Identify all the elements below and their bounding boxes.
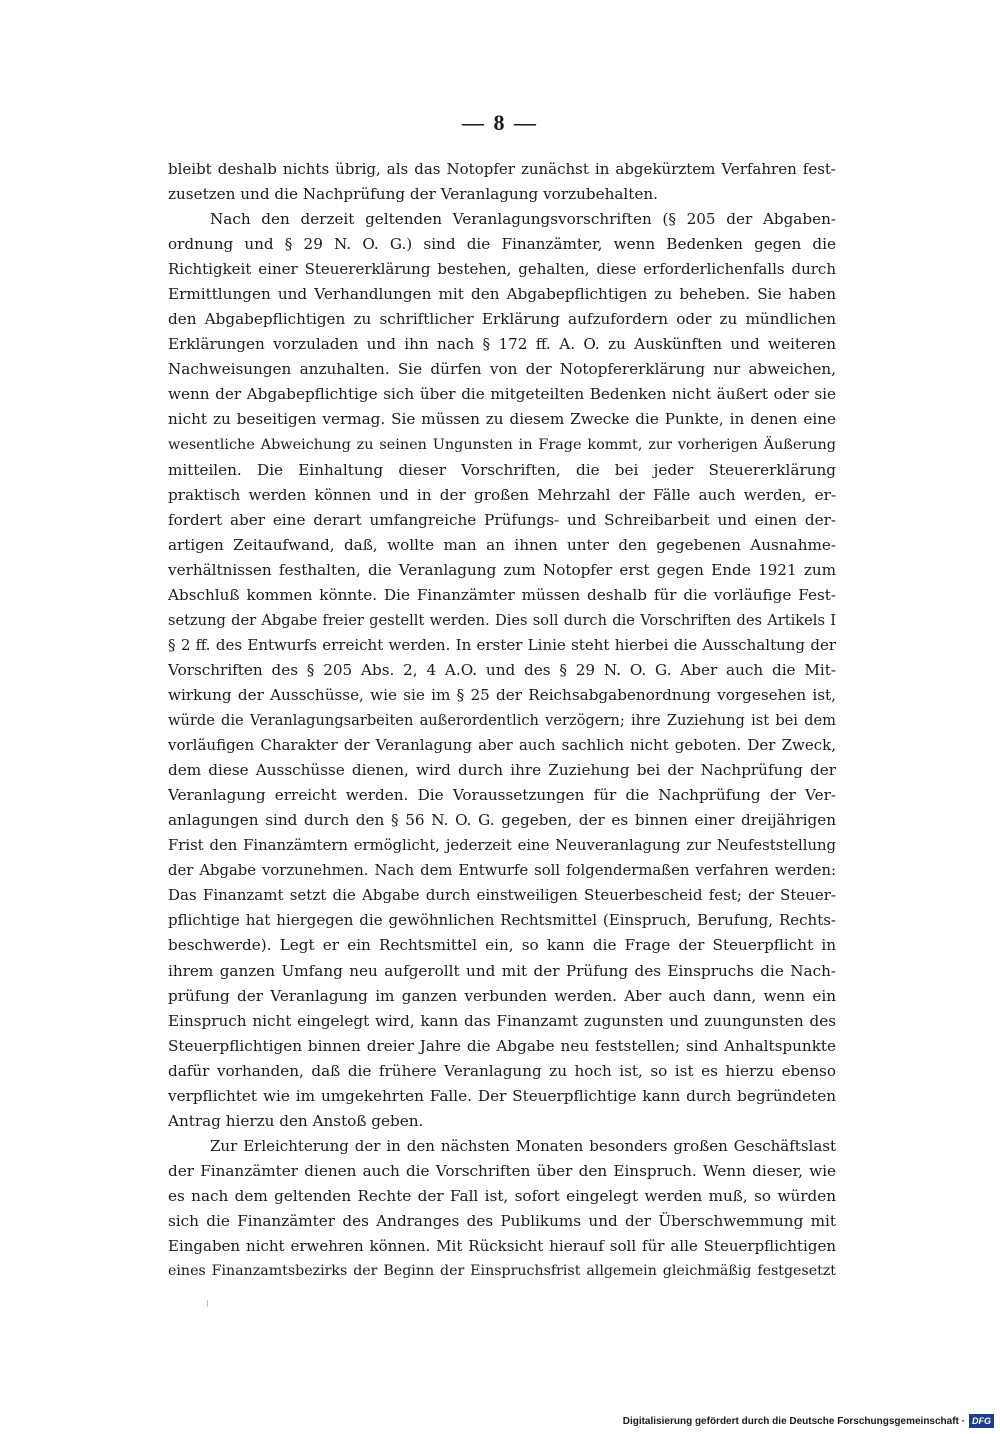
text-line: der Finanzämter dienen auch die Vorschriften über den Einspruch. Wenn dieser, wie — [168, 1161, 836, 1180]
body-text — [168, 157, 836, 1284]
text-line: wesentliche Abweichung zu seinen Ungunsten in Frage kommt, zur vorherigen Äußerung — [168, 436, 836, 453]
text-line: den Abgabepflichtigen zu schriftlicher Erklärung aufzufordern oder zu mündlichen — [168, 310, 836, 329]
text-line: dem diese Ausschüsse dienen, wird durch ihre Zuziehung bei der Nachprüfung der — [168, 761, 836, 780]
text-line: nicht zu beseitigen vermag. Sie müssen zu diesem Zwecke die Punkte, in denen eine — [168, 410, 836, 429]
text-line: Ermittlungen und Verhandlungen mit den Abgabepflichtigen zu beheben. Sie haben — [168, 285, 836, 304]
text-line: Antrag hierzu den Anstoß geben. — [168, 1111, 424, 1130]
text-line: ihrem ganzen Umfang neu aufgerollt und mit der Prüfung des Einspruchs die Nach- — [168, 961, 836, 980]
text-line: Frist den Finanzämtern ermöglicht, jederzeit eine Neuveranlagung zur Neufeststellung — [168, 837, 836, 855]
scan-speck — [207, 1300, 208, 1307]
text-line: fordert aber eine derart umfangreiche Prüfungs- und Schreibarbeit und einen der- — [168, 510, 836, 529]
text-line: dafür vorhanden, daß die frühere Veranlagung zu hoch ist, so ist es hierzu ebenso — [168, 1061, 836, 1080]
text-line: Das Finanzamt setzt die Abgabe durch einstweiligen Steuerbescheid fest; der Steuer- — [168, 886, 836, 905]
dfg-logo: DFG — [969, 1414, 994, 1428]
text-line: zusetzen und die Nachprüfung der Veranlagung vorzubehalten. — [168, 185, 658, 204]
text-line: Vorschriften des § 205 Abs. 2, 4 A.O. und des § 29 N. O. G. Aber auch die Mit- — [168, 660, 836, 679]
text-line: Zur Erleichterung der in den nächsten Monaten besonders großen Geschäftslast — [210, 1136, 836, 1155]
text-line: Erklärungen vorzuladen und ihn nach § 172 ff. A. O. zu Auskünften und weiteren — [168, 335, 836, 354]
text-line: Steuerpflichtigen binnen dreier Jahre die Abgabe neu feststellen; sind Anhaltspunkte — [168, 1036, 836, 1055]
text-line: würde die Veranlagungsarbeiten außerordentlich verzögern; ihre Zuziehung ist bei dem — [168, 712, 836, 730]
text-line: anlagungen sind durch den § 56 N. O. G. gegeben, der es binnen einer dreijährigen — [168, 811, 836, 830]
text-line: der Abgabe vorzunehmen. Nach dem Entwurfe soll folgendermaßen verfahren werden: — [168, 862, 836, 880]
text-line: § 2 ff. des Entwurfs erreicht werden. In erster Linie steht hierbei die Ausschaltung der — [168, 635, 836, 654]
text-line: Nachweisungen anzuhalten. Sie dürfen von der Notopfererklärung nur abweichen, — [168, 360, 836, 379]
text-line: Richtigkeit einer Steuererklärung bestehen, gehalten, diese erforderlichenfalls durch — [168, 260, 836, 279]
text-line: Veranlagung erreicht werden. Die Voraussetzungen für die Nachprüfung der Ver- — [168, 786, 836, 805]
text-line: wirkung der Ausschüsse, wie sie im § 25 der Reichsabgabenordnung vorgesehen ist, — [168, 685, 836, 704]
text-line: prüfung der Veranlagung im ganzen verbunden werden. Aber auch dann, wenn ein — [168, 986, 836, 1005]
digitization-footer — [623, 1413, 994, 1429]
text-line: sich die Finanzämter des Andranges des Publikums und der Überschwemmung mit — [168, 1211, 836, 1230]
text-line: eines Finanzamtsbezirks der Beginn der Einspruchsfrist allgemein gleichmäßig festgesetzt — [168, 1263, 836, 1280]
text-line: wenn der Abgabepflichtige sich über die mitgeteilten Bedenken nicht äußert oder sie — [168, 385, 836, 404]
text-line: mitteilen. Die Einhaltung dieser Vorschriften, die bei jeder Steuererklärung — [168, 460, 836, 479]
text-line: Eingaben nicht erwehren können. Mit Rücksicht hierauf soll für alle Steuerpflichtigen — [168, 1237, 836, 1256]
text-line: bleibt deshalb nichts übrig, als das Notopfer zunächst in abgekürztem Verfahren fest- — [168, 160, 836, 178]
text-line: setzung der Abgabe freier gestellt werden. Dies soll durch die Vorschriften des Artikels I — [168, 611, 836, 629]
text-line: Abschluß kommen könnte. Die Finanzämter müssen deshalb für die vorläufige Fest- — [168, 585, 836, 604]
text-line: Nach den derzeit geltenden Veranlagungsvorschriften (§ 205 der Abgaben- — [210, 210, 836, 229]
text-line: ordnung und § 29 N. O. G.) sind die Finanzämter, wenn Bedenken gegen die — [168, 235, 836, 254]
text-line: praktisch werden können und in der großen Mehrzahl der Fälle auch werden, er- — [168, 485, 836, 504]
text-line: verhältnissen festhalten, die Veranlagung zum Notopfer erst gegen Ende 1921 zum — [168, 560, 836, 579]
funding-credit: Digitalisierung gefördert durch die Deutsche Forschungsgemeinschaft · — [622, 1415, 965, 1427]
text-line: vorläufigen Charakter der Veranlagung aber auch sachlich nicht geboten. Der Zweck, — [168, 736, 836, 755]
text-line: Einspruch nicht eingelegt wird, kann das Finanzamt zugunsten und zuungunsten des — [168, 1011, 836, 1030]
text-line: artigen Zeitaufwand, daß, wollte man an ihnen unter den gegebenen Ausnahme- — [168, 535, 836, 554]
text-line: pflichtige hat hiergegen die gewöhnlichen Rechtsmittel (Einspruch, Berufung, Rechts- — [168, 911, 836, 930]
text-line: verpflichtet wie im umgekehrten Falle. Der Steuerpflichtige kann durch begründeten — [168, 1086, 836, 1105]
text-line: es nach dem geltenden Rechte der Fall ist, sofort eingelegt werden muß, so würden — [168, 1186, 836, 1205]
text-line: beschwerde). Legt er ein Rechtsmittel ein, so kann die Frage der Steuerpflicht in — [168, 936, 836, 955]
page-number: — 8 — — [462, 110, 538, 135]
